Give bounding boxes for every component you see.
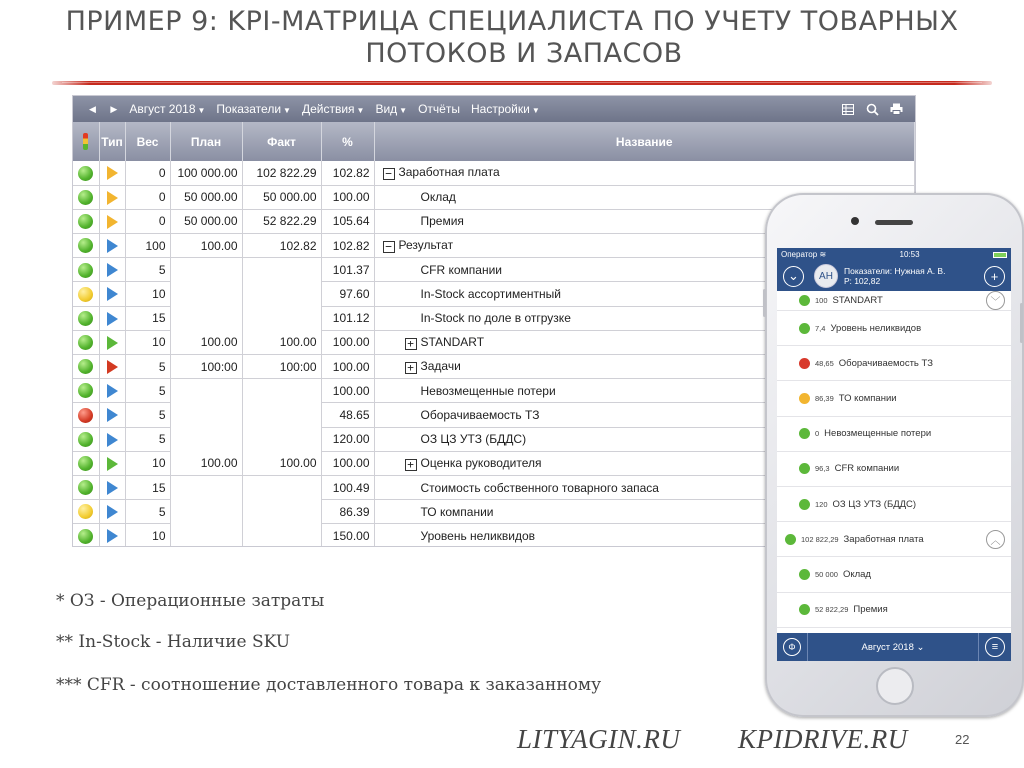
fact-cell: 100.00 — [242, 451, 321, 475]
status-cell — [73, 282, 99, 306]
menu-view[interactable] — [375, 102, 407, 116]
kpi-toolbar — [73, 96, 915, 122]
plus-icon: + — [990, 268, 999, 284]
percent-cell: 102.82 — [321, 234, 374, 258]
plan-cell — [170, 524, 242, 547]
power-button — [1020, 303, 1023, 343]
fact-cell: 52 822.29 — [242, 209, 321, 233]
phone-mockup — [765, 193, 1024, 717]
print-icon[interactable] — [889, 102, 903, 116]
collapse-icon[interactable]: − — [383, 168, 395, 180]
status-dot-icon — [78, 432, 93, 447]
status-dot-icon — [799, 604, 810, 615]
plan-column-header[interactable]: План — [170, 122, 242, 161]
plan-cell — [170, 282, 242, 306]
kpi-value: 48,65 — [815, 358, 834, 368]
volume-button — [763, 289, 766, 317]
type-flag-icon — [107, 263, 118, 277]
footnote-instock: ** In-Stock - Наличие SKU — [56, 632, 291, 652]
kpi-name: ОЗ ЦЗ УТЗ (БДДС) — [420, 432, 527, 447]
plan-cell — [170, 475, 242, 499]
type-flag-icon — [107, 215, 118, 229]
percent-cell: 100.00 — [321, 355, 374, 379]
kpi-name: Уровень неликвидов — [420, 528, 536, 543]
menu-label: Показатели — [216, 102, 282, 116]
kpi-value: 52 822,29 — [815, 605, 849, 615]
status-dot-icon — [78, 335, 93, 350]
wifi-icon: ≋ — [819, 250, 827, 259]
list-item[interactable] — [777, 417, 1011, 452]
plan-cell — [170, 427, 242, 451]
type-cell — [99, 355, 125, 379]
fact-cell — [242, 427, 321, 451]
kpi-name: Задачи — [420, 359, 461, 374]
kpi-value: 102 822,29 — [801, 534, 839, 544]
percent-cell: 48.65 — [321, 403, 374, 427]
weight-column-header[interactable]: Вес — [125, 122, 170, 161]
type-column-header[interactable]: Тип — [99, 122, 125, 161]
weight-cell: 10 — [125, 282, 170, 306]
kpi-name: Заработная плата — [398, 165, 500, 180]
battery-icon — [993, 252, 1007, 258]
status-cell — [73, 451, 99, 475]
kpi-label: STANDART — [832, 295, 883, 306]
divider — [978, 633, 979, 661]
page-number: 22 — [955, 732, 970, 747]
plan-cell: 50 000.00 — [170, 209, 242, 233]
status-dot-icon — [799, 295, 810, 306]
toolbar-icons — [841, 102, 915, 116]
funnel-icon: Φ — [788, 642, 796, 652]
period-select[interactable] — [808, 642, 978, 653]
percent-cell: 101.37 — [321, 258, 374, 282]
kpi-label: CFR компании — [834, 463, 900, 475]
kpi-name: CFR компании — [420, 262, 503, 277]
type-flag-icon — [107, 239, 118, 253]
status-cell — [73, 185, 99, 209]
slide-title-line2: ПОТОКОВ И ЗАПАСОВ — [365, 38, 683, 69]
status-dot-icon — [799, 569, 810, 580]
status-cell — [73, 403, 99, 427]
status-dot-icon — [78, 529, 93, 544]
grid-icon[interactable] — [841, 102, 855, 116]
kpi-value: 100 — [815, 296, 828, 305]
slide-title-line1: ПРИМЕР 9: KPI-МАТРИЦА СПЕЦИАЛИСТА ПО УЧЕТУ ТОВАРНЫХ — [65, 6, 959, 37]
period-select[interactable] — [129, 102, 205, 116]
list-item[interactable] — [777, 311, 1011, 346]
status-dot-icon — [785, 534, 796, 545]
type-cell — [99, 403, 125, 427]
chevron-down-icon: ⌄ — [916, 641, 925, 653]
fact-cell — [242, 475, 321, 499]
plan-cell — [170, 306, 242, 330]
list-item[interactable] — [777, 593, 1011, 628]
kpi-label: Премия — [853, 604, 888, 616]
type-flag-icon — [107, 408, 118, 422]
table-header — [73, 122, 915, 161]
percent-cell: 100.00 — [321, 330, 374, 354]
fact-cell — [242, 306, 321, 330]
status-cell — [73, 500, 99, 524]
menu-actions[interactable] — [302, 102, 365, 116]
status-dot-icon — [78, 480, 93, 495]
fact-column-header[interactable]: Факт — [242, 122, 321, 161]
kpi-name: Оценка руководителя — [420, 455, 542, 470]
fact-cell — [242, 379, 321, 403]
status-cell — [73, 524, 99, 547]
status-dot-icon — [799, 428, 810, 439]
percent-cell: 101.12 — [321, 306, 374, 330]
type-flag-icon — [107, 481, 118, 495]
plan-cell: 100 000.00 — [170, 161, 242, 185]
kpi-name: ТО компании — [420, 504, 494, 519]
status-dot-icon — [799, 393, 810, 404]
kpi-value: 50 000 — [815, 569, 838, 579]
percent-cell: 150.00 — [321, 524, 374, 547]
type-cell — [99, 500, 125, 524]
status-cell — [73, 234, 99, 258]
fact-cell — [242, 524, 321, 547]
home-button[interactable] — [876, 667, 914, 705]
type-cell — [99, 185, 125, 209]
kpi-name: Результат — [398, 238, 454, 253]
type-cell — [99, 282, 125, 306]
name-column-header[interactable]: Название — [374, 122, 915, 161]
menu-indicators[interactable] — [216, 102, 291, 116]
kpi-value: 0 — [815, 429, 820, 439]
weight-cell: 5 — [125, 258, 170, 282]
kpi-name: Оклад — [420, 190, 456, 205]
fact-cell — [242, 258, 321, 282]
weight-cell: 10 — [125, 330, 170, 354]
status-dot-icon — [78, 504, 93, 519]
menu-label: Настройки — [470, 102, 530, 116]
type-cell — [99, 209, 125, 233]
fact-cell: 100:00 — [242, 355, 321, 379]
menu-reports[interactable] — [418, 102, 460, 116]
status-dot-icon — [78, 263, 93, 278]
brand-kpidrive[interactable]: KPIDRIVE.RU — [738, 724, 908, 754]
weight-cell: 10 — [125, 451, 170, 475]
period-label: Август 2018 — [861, 641, 914, 653]
slide-title — [0, 6, 1024, 70]
mobile-kpi-list — [777, 291, 1011, 628]
type-flag-icon — [107, 360, 118, 374]
type-cell — [99, 427, 125, 451]
weight-cell: 100 — [125, 234, 170, 258]
status-cell — [73, 427, 99, 451]
status-cell — [73, 161, 99, 185]
footnote-opex: * ОЗ - Операционные затраты — [56, 591, 325, 611]
weight-cell: 0 — [125, 161, 170, 185]
status-dot-icon — [78, 408, 93, 423]
filter-button[interactable] — [783, 638, 801, 656]
plan-cell: 100:00 — [170, 355, 242, 379]
status-dot-icon — [78, 456, 93, 471]
name-cell[interactable] — [374, 161, 915, 185]
fact-cell: 100.00 — [242, 330, 321, 354]
kpi-name: STANDART — [420, 334, 485, 349]
title-divider — [52, 81, 992, 85]
status-cell — [73, 330, 99, 354]
kpi-label: Оклад — [842, 568, 871, 580]
type-flag-icon — [107, 529, 118, 543]
carrier-label: Оператор — [781, 250, 818, 259]
type-cell — [99, 306, 125, 330]
expand-icon[interactable]: + — [405, 338, 417, 350]
fact-cell — [242, 282, 321, 306]
status-dot-icon — [78, 238, 93, 253]
avatar[interactable]: АН — [814, 264, 838, 288]
status-dot-icon — [78, 166, 93, 181]
traffic-light-icon — [83, 133, 88, 150]
chevron-down-icon: ▼ — [197, 106, 206, 115]
status-time: 10:53 — [899, 250, 920, 259]
list-item[interactable] — [777, 487, 1011, 522]
kpi-label: Заработная плата — [843, 533, 924, 545]
list-item[interactable] — [777, 452, 1011, 487]
kpi-label: ТО компании — [838, 392, 897, 404]
fact-cell: 50 000.00 — [242, 185, 321, 209]
status-cell — [73, 379, 99, 403]
status-dot-icon — [799, 499, 810, 510]
status-bar — [777, 248, 1011, 261]
list-item[interactable] — [777, 557, 1011, 592]
menu-button[interactable] — [985, 637, 1005, 657]
weight-cell: 10 — [125, 524, 170, 547]
type-cell — [99, 234, 125, 258]
kpi-value: 96,3 — [815, 464, 830, 474]
weight-cell: 0 — [125, 209, 170, 233]
expand-icon[interactable]: + — [405, 362, 417, 374]
kpi-value: 120 — [815, 499, 828, 509]
percent-cell: 86.39 — [321, 500, 374, 524]
type-cell — [99, 258, 125, 282]
kpi-value: 86,39 — [815, 393, 834, 403]
expand-icon[interactable]: + — [405, 459, 417, 471]
type-cell — [99, 451, 125, 475]
kpi-value: 7,4 — [815, 323, 826, 333]
period-arrows[interactable]: ◀ ▶ — [89, 103, 124, 114]
type-flag-icon — [107, 166, 118, 180]
menu-settings[interactable] — [471, 102, 540, 116]
plan-cell — [170, 500, 242, 524]
status-dot-icon — [78, 383, 93, 398]
percent-cell: 100.00 — [321, 379, 374, 403]
kpi-name: In-Stock по доле в отгрузке — [420, 311, 571, 326]
plan-cell — [170, 379, 242, 403]
type-flag-icon — [107, 336, 118, 350]
footnote-cfr: *** CFR - соотношение доставленного товара к заказанному — [56, 675, 602, 695]
percent-column-header[interactable]: % — [321, 122, 374, 161]
kpi-name: Премия — [420, 214, 464, 229]
percent-cell: 100.49 — [321, 475, 374, 499]
phone-screen — [777, 248, 1011, 661]
kpi-label: Невозмещенные потери — [824, 428, 932, 440]
weight-cell: 5 — [125, 355, 170, 379]
app-header — [777, 261, 1011, 291]
chevron-down-icon: ⌄ — [788, 268, 799, 283]
type-cell — [99, 330, 125, 354]
weight-cell: 15 — [125, 475, 170, 499]
weight-cell: 5 — [125, 500, 170, 524]
speaker-grille — [875, 220, 913, 225]
kpi-name: Невозмещенные потери — [420, 383, 556, 398]
type-cell — [99, 161, 125, 185]
plan-cell: 50 000.00 — [170, 185, 242, 209]
weight-cell: 0 — [125, 185, 170, 209]
fact-cell: 102 822.29 — [242, 161, 321, 185]
status-cell — [73, 475, 99, 499]
type-cell — [99, 524, 125, 547]
kpi-name: In-Stock ассортиментный — [420, 287, 561, 302]
status-cell — [73, 355, 99, 379]
type-flag-icon — [107, 191, 118, 205]
type-flag-icon — [107, 312, 118, 326]
search-icon[interactable] — [865, 102, 879, 116]
camera-icon — [851, 217, 859, 225]
percent-cell: 97.60 — [321, 282, 374, 306]
status-dot-icon — [78, 287, 93, 302]
kpi-name: Стоимость собственного товарного запаса — [420, 480, 659, 495]
kpi-label: Оборачиваемость ТЗ — [838, 357, 933, 369]
bottom-bar — [777, 633, 1011, 661]
fact-cell: 102.82 — [242, 234, 321, 258]
weight-cell: 5 — [125, 379, 170, 403]
status-dot-icon — [799, 463, 810, 474]
add-button[interactable] — [984, 266, 1005, 287]
list-item[interactable] — [777, 381, 1011, 416]
status-cell — [73, 306, 99, 330]
status-dot-icon — [799, 323, 810, 334]
menu-label: Отчёты — [418, 102, 460, 116]
hamburger-icon: ≡ — [991, 641, 999, 653]
fact-cell — [242, 500, 321, 524]
weight-cell: 5 — [125, 403, 170, 427]
type-flag-icon — [107, 287, 118, 301]
type-flag-icon — [107, 433, 118, 447]
brand-lityagin[interactable]: LITYAGIN.RU — [517, 724, 681, 754]
user-indicators-label: Показатели: Нужная А. В. — [844, 266, 946, 276]
user-result-label: Р: 102,82 — [844, 276, 881, 286]
list-item[interactable] — [777, 291, 1011, 311]
weight-cell: 15 — [125, 306, 170, 330]
collapse-icon[interactable]: − — [383, 241, 395, 253]
type-cell — [99, 379, 125, 403]
chevron-down-icon[interactable]: ﹀ — [986, 291, 1005, 310]
plan-cell: 100.00 — [170, 451, 242, 475]
status-dot-icon — [78, 359, 93, 374]
plan-cell: 100.00 — [170, 234, 242, 258]
chevron-down-icon: ▼ — [531, 106, 540, 115]
list-item[interactable] — [777, 346, 1011, 381]
collapse-button[interactable] — [783, 266, 804, 287]
kpi-label: Уровень неликвидов — [830, 322, 922, 334]
status-dot-icon — [78, 190, 93, 205]
plan-cell — [170, 403, 242, 427]
status-column-header[interactable] — [73, 122, 99, 161]
period-label: Август 2018 — [129, 102, 196, 116]
user-info — [844, 266, 945, 286]
menu-label: Вид — [375, 102, 398, 116]
percent-cell: 105.64 — [321, 209, 374, 233]
status-dot-icon — [799, 358, 810, 369]
type-flag-icon — [107, 384, 118, 398]
menu-label: Действия — [301, 102, 355, 116]
fact-cell — [242, 403, 321, 427]
status-dot-icon — [78, 214, 93, 229]
type-flag-icon — [107, 457, 118, 471]
percent-cell: 102.82 — [321, 161, 374, 185]
chevron-up-icon[interactable]: ︿ — [986, 530, 1005, 549]
chevron-down-icon: ▼ — [356, 106, 365, 115]
chevron-down-icon: ▼ — [283, 106, 291, 115]
type-flag-icon — [107, 505, 118, 519]
percent-cell: 100.00 — [321, 451, 374, 475]
status-cell — [73, 209, 99, 233]
status-cell — [73, 258, 99, 282]
kpi-label: ОЗ ЦЗ УТЗ (БДДС) — [832, 498, 917, 510]
list-item[interactable] — [777, 522, 1011, 557]
table-row[interactable] — [73, 161, 915, 185]
type-cell — [99, 475, 125, 499]
percent-cell: 100.00 — [321, 185, 374, 209]
plan-cell — [170, 258, 242, 282]
status-dot-icon — [78, 311, 93, 326]
plan-cell: 100.00 — [170, 330, 242, 354]
weight-cell: 5 — [125, 427, 170, 451]
chevron-down-icon: ▼ — [399, 106, 408, 115]
percent-cell: 120.00 — [321, 427, 374, 451]
kpi-name: Оборачиваемость ТЗ — [420, 407, 540, 422]
